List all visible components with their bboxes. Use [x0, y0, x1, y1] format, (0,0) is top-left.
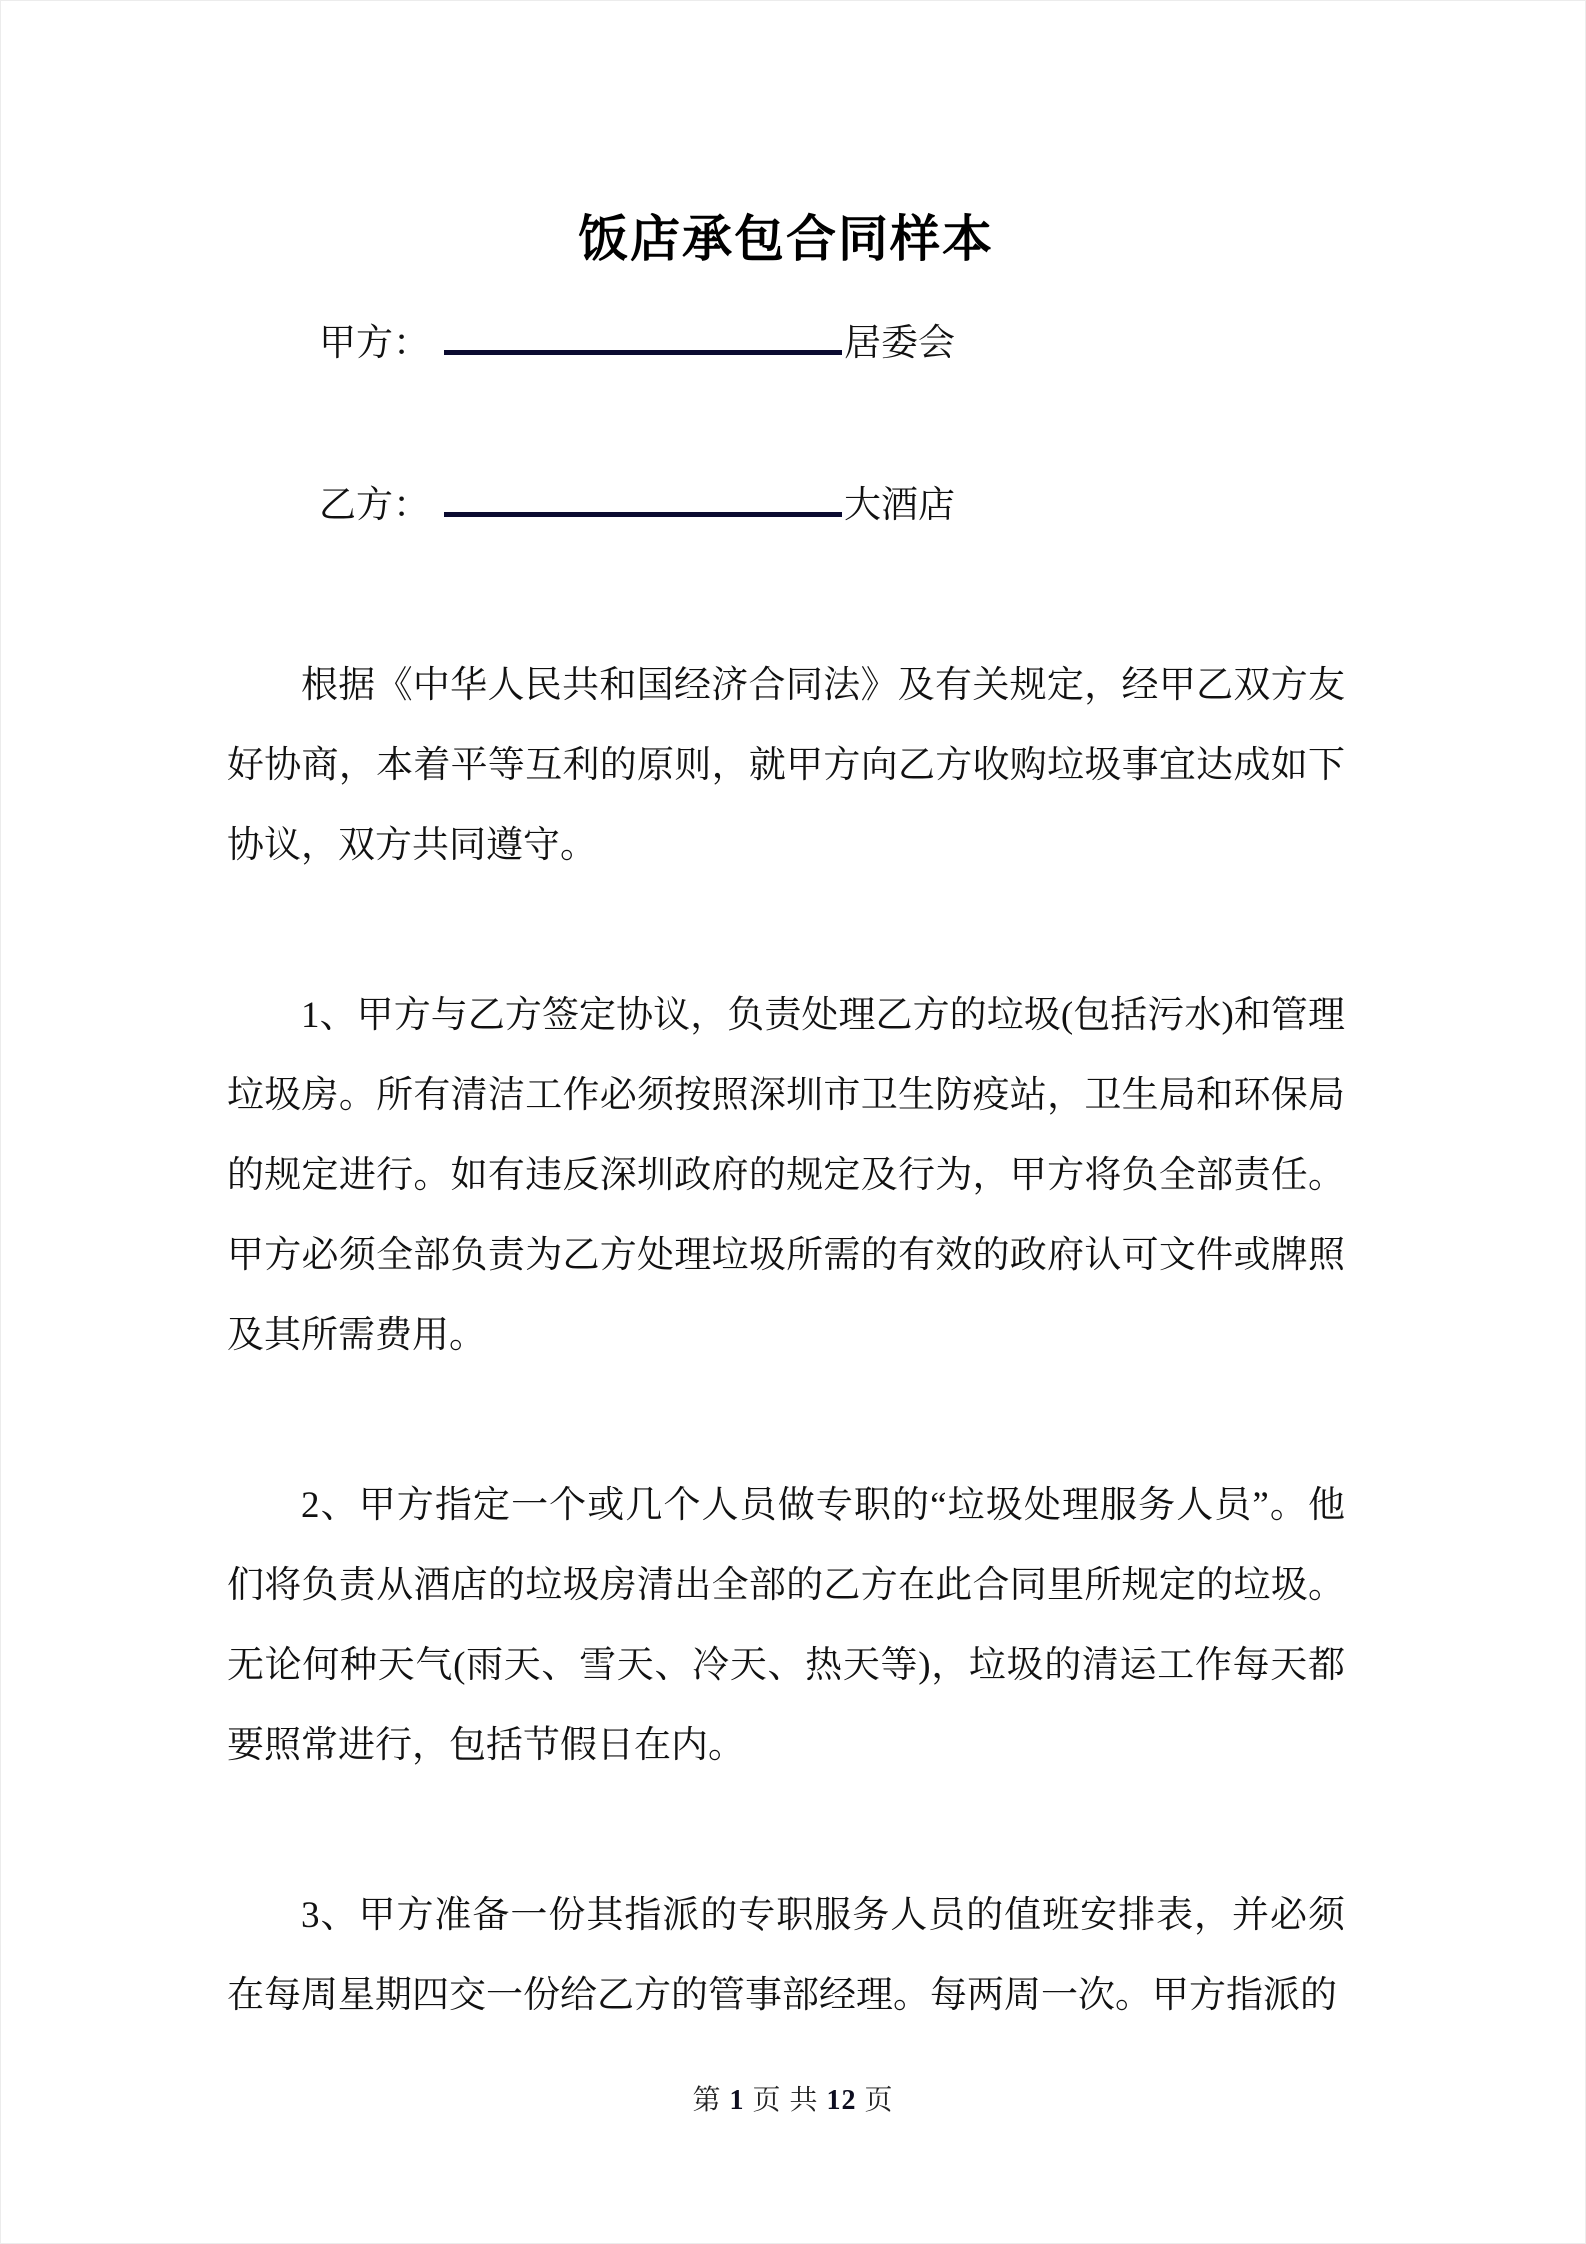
party-b-blank-underline — [444, 512, 842, 517]
footer-label-middle: 页 共 — [752, 2085, 819, 2116]
clause-1-paragraph: 1、甲方与乙方签定协议，负责处理乙方的垃圾(包括污水)和管理垃圾房。所有清洁工作必须按照深圳市卫生防疫站，卫生局和环保局的规定进行。如有违反深圳政府的规定及行为，甲方将负全部责任。甲方必须全部负责为乙方处理垃圾所需的有效的政府认可文件或牌照及其所需费用。 — [227, 995, 1345, 1356]
party-b-suffix: 大酒店 — [844, 485, 955, 526]
footer-total-pages-number: 12 — [826, 2085, 857, 2116]
party-a-blank-underline — [444, 350, 842, 355]
intro-paragraph: 根据《中华人民共和国经济合同法》及有关规定，经甲乙双方友好协商，本着平等互利的原则，就甲方向乙方收购垃圾事宜达成如下协议，双方共同遵守。 — [227, 665, 1345, 866]
footer-current-page-number: 1 — [729, 2085, 745, 2116]
clause-2-paragraph: 2、甲方指定一个或几个人员做专职的“垃圾处理服务人员”。他们将负责从酒店的垃圾房清出全部的乙方在此合同里所规定的垃圾。无论何种天气(雨天、雪天、冷天、热天等)，垃圾的清运工作每天都要照常进行，包括节假日在内。 — [227, 1485, 1345, 1766]
clause-3-paragraph: 3、甲方准备一份其指派的专职服务人员的值班安排表，并必须在每周星期四交一份给乙方的管事部经理。每两周一次。甲方指派的 — [227, 1895, 1345, 2016]
party-b-line — [319, 466, 1345, 546]
page-footer — [1, 2085, 1585, 2117]
party-a-suffix: 居委会 — [844, 323, 955, 364]
document-title: 饭店承包合同样本 — [578, 211, 994, 267]
party-a-label: 甲方： — [319, 323, 430, 364]
party-b-label: 乙方： — [319, 485, 430, 526]
footer-label-suffix: 页 — [864, 2085, 894, 2116]
party-a-line — [319, 304, 1345, 384]
footer-label-prefix: 第 — [692, 2085, 722, 2116]
